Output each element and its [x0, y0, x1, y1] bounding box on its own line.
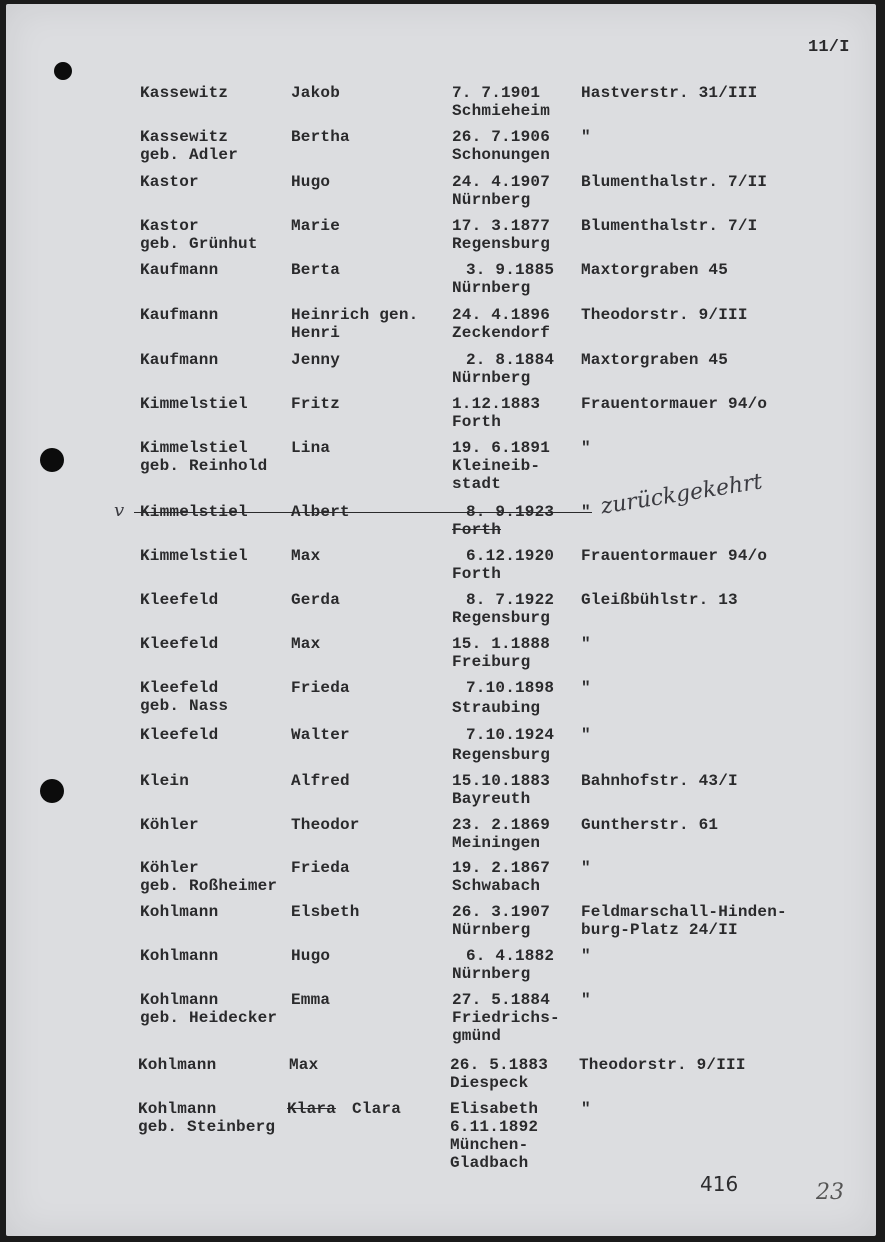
list-item	[0, 726, 820, 770]
list-item	[0, 591, 820, 635]
address: Guntherstr. 61	[581, 816, 719, 834]
given-name: Lina	[291, 439, 331, 457]
list-item	[0, 1056, 820, 1100]
birth-place: Regensburg	[452, 609, 551, 627]
birth-date: Elisabeth 6.11.1892	[450, 1100, 539, 1136]
birth-date: 15. 1.1888	[452, 635, 551, 653]
given-name: Elsbeth	[291, 903, 360, 921]
surname: Kohlmann geb. Heidecker	[140, 991, 278, 1027]
address: Frauentormauer 94/o	[581, 547, 768, 565]
address: Theodorstr. 9/III	[581, 306, 748, 324]
address: "	[581, 679, 591, 697]
surname: Kimmelstiel	[140, 503, 248, 521]
birth-place: Forth	[452, 565, 502, 583]
birth-date: 7.10.1898	[466, 679, 555, 697]
given-name: Theodor	[291, 816, 360, 834]
address: Blumenthalstr. 7/I	[581, 217, 758, 235]
birth-date: 26. 3.1907	[452, 903, 551, 921]
birth-place: Kleineib- stadt	[452, 457, 541, 493]
birth-date: 26. 5.1883	[450, 1056, 549, 1074]
address: Maxtorgraben 45	[581, 351, 729, 369]
birth-place: Bayreuth	[452, 790, 531, 808]
strike-line	[134, 512, 592, 513]
list-item	[0, 903, 820, 947]
birth-place: Nürnberg	[452, 191, 531, 209]
given-name: Max	[291, 635, 321, 653]
birth-date: 2. 8.1884	[466, 351, 555, 369]
birth-date: 17. 3.1877	[452, 217, 551, 235]
given-name: Clara	[352, 1100, 402, 1118]
address: Frauentormauer 94/o	[581, 395, 768, 413]
birth-date: 7. 7.1901	[452, 84, 541, 102]
birth-place: Nürnberg	[452, 369, 531, 387]
birth-place: Regensburg	[452, 746, 551, 764]
surname: Kohlmann	[138, 1056, 217, 1074]
list-item	[0, 173, 820, 217]
surname: Köhler	[140, 816, 199, 834]
birth-date: 27. 5.1884	[452, 991, 551, 1009]
surname: Kohlmann	[140, 903, 219, 921]
list-item	[0, 679, 820, 723]
surname: Kleefeld	[140, 726, 219, 744]
address: "	[581, 503, 591, 521]
margin-tick: v	[114, 500, 125, 521]
given-name: Albert	[291, 503, 350, 521]
birth-place: Friedrichs- gmünd	[452, 1009, 560, 1045]
address: "	[581, 947, 591, 965]
birth-place: Regensburg	[452, 235, 551, 253]
address: Bahnhofstr. 43/I	[581, 772, 738, 790]
birth-date: 24. 4.1907	[452, 173, 551, 191]
list-item	[0, 947, 820, 991]
address: "	[581, 635, 591, 653]
given-name: Hugo	[291, 173, 331, 191]
given-name: Alfred	[291, 772, 350, 790]
list-item	[0, 635, 820, 679]
birth-date: 26. 7.1906	[452, 128, 551, 146]
given-name: Hugo	[291, 947, 331, 965]
birth-place: Meiningen	[452, 834, 541, 852]
footer-number: 416	[700, 1172, 739, 1196]
address: Blumenthalstr. 7/II	[581, 173, 768, 191]
birth-place: Zeckendorf	[452, 324, 551, 342]
given-name: Berta	[291, 261, 341, 279]
given-name: Bertha	[291, 128, 350, 146]
birth-place: Schwabach	[452, 877, 541, 895]
list-item	[0, 351, 820, 395]
given-name: Gerda	[291, 591, 341, 609]
birth-date: 6. 4.1882	[466, 947, 555, 965]
birth-date: 8. 7.1922	[466, 591, 555, 609]
surname: Kaufmann	[140, 351, 219, 369]
surname: Klein	[140, 772, 190, 790]
address: Theodorstr. 9/III	[579, 1056, 746, 1074]
birth-date: 8. 9.1923	[466, 503, 555, 521]
birth-date: 24. 4.1896	[452, 306, 551, 324]
birth-date: 3. 9.1885	[466, 261, 555, 279]
handwritten-annotation: zurückgekehrt	[599, 469, 765, 520]
surname: Kohlmann	[140, 947, 219, 965]
given-name: Jakob	[291, 84, 341, 102]
birth-place: Straubing	[452, 699, 541, 717]
address: "	[581, 439, 591, 457]
surname: Kimmelstiel	[140, 547, 248, 565]
surname: Köhler geb. Roßheimer	[140, 859, 278, 895]
birth-place: Nürnberg	[452, 279, 531, 297]
list-item	[0, 859, 820, 903]
list-item	[0, 772, 820, 816]
address: Feldmarschall-Hinden- burg-Platz 24/II	[581, 903, 787, 939]
corner-number: 23	[816, 1180, 844, 1205]
given-name: Emma	[291, 991, 331, 1009]
address: Hastverstr. 31/III	[581, 84, 758, 102]
address: "	[581, 1100, 591, 1118]
address: "	[581, 991, 591, 1009]
punch-hole-top	[54, 62, 72, 80]
birth-place: Schmieheim	[452, 102, 551, 120]
birth-place: Forth	[452, 521, 502, 539]
birth-place: Freiburg	[452, 653, 531, 671]
address: "	[581, 128, 591, 146]
surname: Kimmelstiel	[140, 395, 248, 413]
birth-date: 19. 2.1867	[452, 859, 551, 877]
surname: Kassewitz	[140, 84, 229, 102]
surname: Kleefeld geb. Nass	[140, 679, 229, 715]
birth-date: 6.12.1920	[466, 547, 555, 565]
given-name: Jenny	[291, 351, 341, 369]
address: Gleißbühlstr. 13	[581, 591, 738, 609]
list-item	[0, 991, 820, 1053]
list-item	[0, 395, 820, 439]
address: Maxtorgraben 45	[581, 261, 729, 279]
given-name-struck: Klara	[287, 1100, 337, 1118]
birth-date: 1.12.1883	[452, 395, 541, 413]
birth-place: Nürnberg	[452, 921, 531, 939]
given-name: Frieda	[291, 859, 350, 877]
list-item	[0, 547, 820, 591]
surname: Kimmelstiel geb. Reinhold	[140, 439, 268, 475]
given-name: Frieda	[291, 679, 350, 697]
surname: Kassewitz geb. Adler	[140, 128, 239, 164]
given-name: Walter	[291, 726, 350, 744]
address: "	[581, 726, 591, 744]
given-name: Max	[289, 1056, 319, 1074]
list-item	[0, 306, 820, 350]
surname: Kastor geb. Grünhut	[140, 217, 258, 253]
list-item	[0, 1100, 820, 1172]
surname: Kaufmann	[140, 261, 219, 279]
birth-date: 19. 6.1891	[452, 439, 551, 457]
birth-date: 23. 2.1869	[452, 816, 551, 834]
birth-place: Schonungen	[452, 146, 551, 164]
birth-date: 7.10.1924	[466, 726, 555, 744]
list-item	[0, 217, 820, 261]
surname: Kleefeld	[140, 635, 219, 653]
surname: Kohlmann geb. Steinberg	[138, 1100, 276, 1136]
surname: Kaufmann	[140, 306, 219, 324]
birth-place: Nürnberg	[452, 965, 531, 983]
address: "	[581, 859, 591, 877]
surname: Kastor	[140, 173, 199, 191]
list-item	[0, 84, 820, 128]
birth-place: München- Gladbach	[450, 1136, 529, 1172]
birth-date: 15.10.1883	[452, 772, 551, 790]
list-item	[0, 261, 820, 305]
given-name: Fritz	[291, 395, 341, 413]
given-name: Max	[291, 547, 321, 565]
surname: Kleefeld	[140, 591, 219, 609]
list-item	[0, 816, 820, 860]
given-name: Heinrich gen. Henri	[291, 306, 419, 342]
given-name: Marie	[291, 217, 341, 235]
birth-place: Forth	[452, 413, 502, 431]
birth-place: Diespeck	[450, 1074, 529, 1092]
page-number: 11/I	[808, 38, 850, 57]
list-item	[0, 128, 820, 172]
